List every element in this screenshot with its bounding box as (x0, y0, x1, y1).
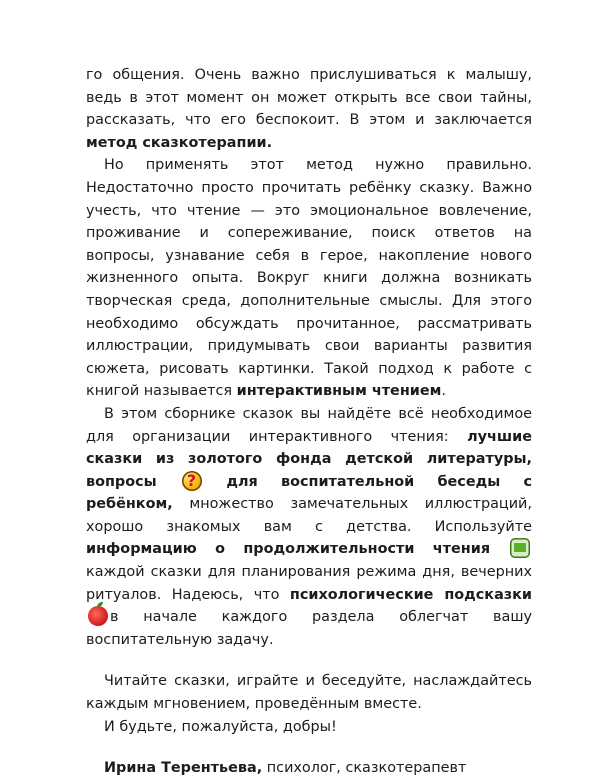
paragraph-2-end: . (441, 383, 446, 400)
document-page (86, 64, 532, 780)
paragraph-3-t2: множество замечательных иллюстраций, хорошо знакомых вам с детства. Используйте (86, 496, 532, 535)
author-name: Ирина Терентьева, (104, 760, 263, 777)
paragraph-3-t3: каждой сказки для планирования режима дня, вечерних ритуалов. Надеюсь, что (86, 564, 532, 603)
book-icon (510, 538, 530, 558)
author-role: психолог, сказкотерапевт (262, 760, 467, 777)
paragraph-3-t4: в начале каждого раздела облегчат вашу воспитательную задачу. (86, 609, 532, 648)
paragraph-5: И будьте, пожалуйста, добры! (104, 718, 337, 735)
paragraph-3-b4: психологические подсказки (289, 586, 533, 603)
paragraph-3 (86, 403, 532, 652)
paragraph-3-b1: лучшие сказки из золотого фонда детской литературы, вопросы (86, 428, 532, 490)
method-term: метод сказкотерапии. (86, 134, 273, 151)
paragraph-1 (86, 64, 532, 154)
paragraph-2 (86, 154, 532, 403)
signature (86, 757, 532, 780)
apple-icon (88, 606, 108, 626)
paragraph-3-b3: информацию о продолжительности чтения (86, 541, 491, 558)
paragraph-1-text: го общения. Очень важно прислушиваться к малышу, ведь в этот момент он может открыть все свои тайны, рассказать, что его беспокоит. В этом и заключается (86, 67, 532, 129)
paragraph-2-text: Но применять этот метод нужно правильно. Недостаточно просто прочитать ребёнку сказку. Важно учесть, что чтение — это эмоциональное вовлечение, проживание и сопереживание, поиск ответов на вопросы, узнавание себя в герое, накопление нового жизненного опыта. Вокруг книги должна возникать творческая среда, дополнительные смыслы. Для этого необходимо обсуждать прочитанное, рассматривать иллюстрации, придумывать свои варианты развития сюжета, рисовать картинки. Такой подход к работе с книгой называется (86, 157, 532, 400)
question-icon (182, 471, 202, 491)
paragraph-3-b2: для воспитательной беседы с ребёнком, (86, 473, 533, 513)
interactive-reading-term: интерактивным чтением (236, 383, 442, 400)
paragraph-4: Читайте сказки, играйте и беседуйте, наслаждайтесь каждым мгновением, проведённым вместе. (86, 673, 532, 713)
paragraph-3-t1: В этом сборнике сказок вы найдёте всё необходимое для организации интерактивного чтения: (86, 405, 532, 445)
